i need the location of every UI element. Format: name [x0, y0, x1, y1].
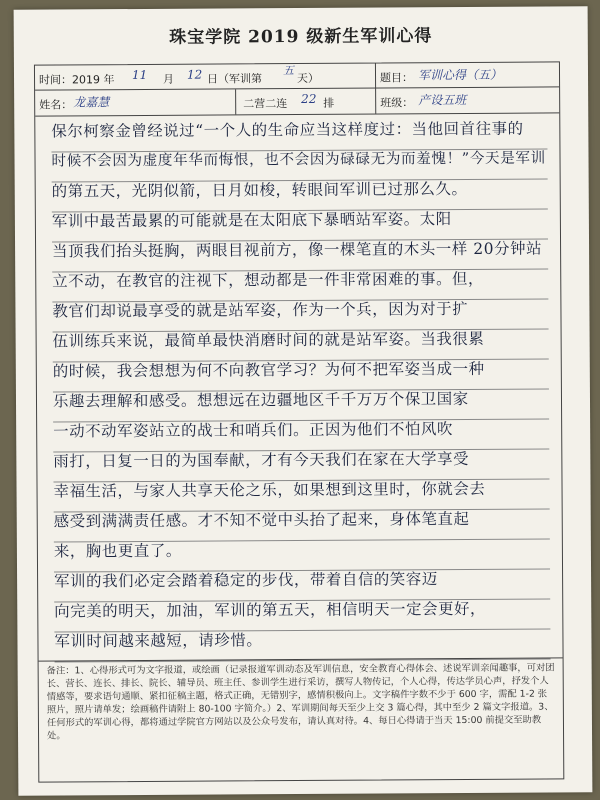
- essay-line-text: 来，胸也更直了。: [53, 541, 182, 561]
- essay-line-text: 时候不会因为虚度年华而悔恨，也不会因为碌碌无为而羞愧！”今天是军训: [51, 149, 546, 170]
- essay-line-text: 的时候，我会想想为何不向教官学习？为何不把军姿当成一种: [52, 359, 485, 381]
- header-block: [35, 62, 559, 116]
- topic-label: 题目：: [379, 71, 414, 85]
- training-day-suffix: 天）: [296, 71, 320, 86]
- essay-line-text: 乐趣去理解和感受。想想远在边疆地区千千万万个保卫国家: [52, 389, 469, 411]
- header-row-1: [35, 62, 559, 90]
- platoon-value: 22: [301, 91, 317, 107]
- essay-line-text: 当顶我们抬头挺胸，两眼目视前方，像一棵笔直的木头一样 20分钟站: [52, 239, 543, 261]
- essay-line-text: 保尔柯察金曾经说过“一个人的生命应当这样度过：当他回首往事的: [51, 119, 524, 141]
- form-table: [34, 61, 564, 782]
- essay-line-text: 军训时间越来越短，请珍惜。: [54, 631, 263, 651]
- topic-value: 军训心得（五）: [417, 67, 503, 83]
- day-value: 12: [186, 67, 203, 82]
- essay-line-text: 军训中最苦最累的可能就是在太阳底下暴晒站军姿。太阳: [51, 210, 452, 231]
- essay-line-text: 幸福生活，与家人共享天伦之乐，如果想到这里时，你就会去: [53, 479, 486, 501]
- essay-line-text: 一动不动军姿站立的战士和哨兵们。正因为他们不怕风吹: [53, 420, 454, 441]
- time-label: 时间：2019 年: [38, 73, 115, 87]
- essay-line-text: 军训的我们必定会踏着稳定的步伐，带着自信的笑容迈: [54, 570, 438, 591]
- day-suffix: 日（军训第: [206, 72, 263, 86]
- month-suffix: 月: [162, 72, 175, 86]
- essay-line: [54, 623, 550, 662]
- unit-prefix: 二营二连: [243, 97, 288, 111]
- footnote-remarks: 备注：1、心得形式可为文字报道，或绘画（记录报道军训动态及军训信息，安全教育心得体会、述说军训亲闻趣事，可对团长、营长、连长、排长、院长、辅导员、班主任、参训学生进行采访，撰写人物传记，个人心得，传达学员心声，抒发个人情感等，要求语句通顺、紧扣征稿主题，格式正确，无错别字，感情积极向上。文字稿件字数不少于 600 字，需配 1-2 张照片，照片请单发；绘画稿件请附上 80-100 字简介。）2、军训期间每天至少上交 3 篇心得，其中至少 2 篇文字报道。3、任何形式的军训心得，都将通过学院官方网站以及公众号发布，请认真对待。4、每日心得请于当天 15:00 前提交至助教处。: [39, 657, 564, 781]
- essay-line-text: 的第五天，光阴似箭，日月如梭，转眼间军训已过那么久。: [51, 179, 468, 201]
- class-value: 产设五班: [418, 92, 467, 108]
- essay-line-text: 教官们却说最享受的就是站军姿，作为一个兵，因为对于扩: [52, 299, 469, 321]
- essay-body: [35, 113, 562, 659]
- document-title: 珠宝学院 2019 级新生军训心得: [169, 26, 433, 48]
- training-day-value: 五: [282, 64, 295, 78]
- platoon-suffix: 排: [323, 96, 335, 110]
- month-value: 11: [131, 67, 148, 83]
- paper-sheet: [14, 6, 593, 795]
- header-row-2: [35, 87, 559, 114]
- essay-line-text: 雨打，日复一日的为国奉献，才有今天我们在家在大学享受: [53, 449, 470, 471]
- divider-line: [235, 89, 236, 114]
- name-label: 姓名：: [39, 98, 73, 112]
- essay-line-text: 伍训练兵来说，最简单最快消磨时间的就是站军姿。当我很累: [52, 329, 485, 351]
- essay-line-text: 向完美的明天，加油，军训的第五天，相信明天一定会更好，: [54, 599, 487, 621]
- essay-line-text: 立不动，在教官的注视下，想动都是一件非常困难的事。但，: [52, 269, 485, 291]
- name-value: 龙嘉慧: [73, 95, 110, 110]
- essay-line-text: 感受到满满责任感。才不知不觉中头抬了起来，身体笔直起: [53, 509, 470, 531]
- class-label: 班级：: [380, 96, 414, 110]
